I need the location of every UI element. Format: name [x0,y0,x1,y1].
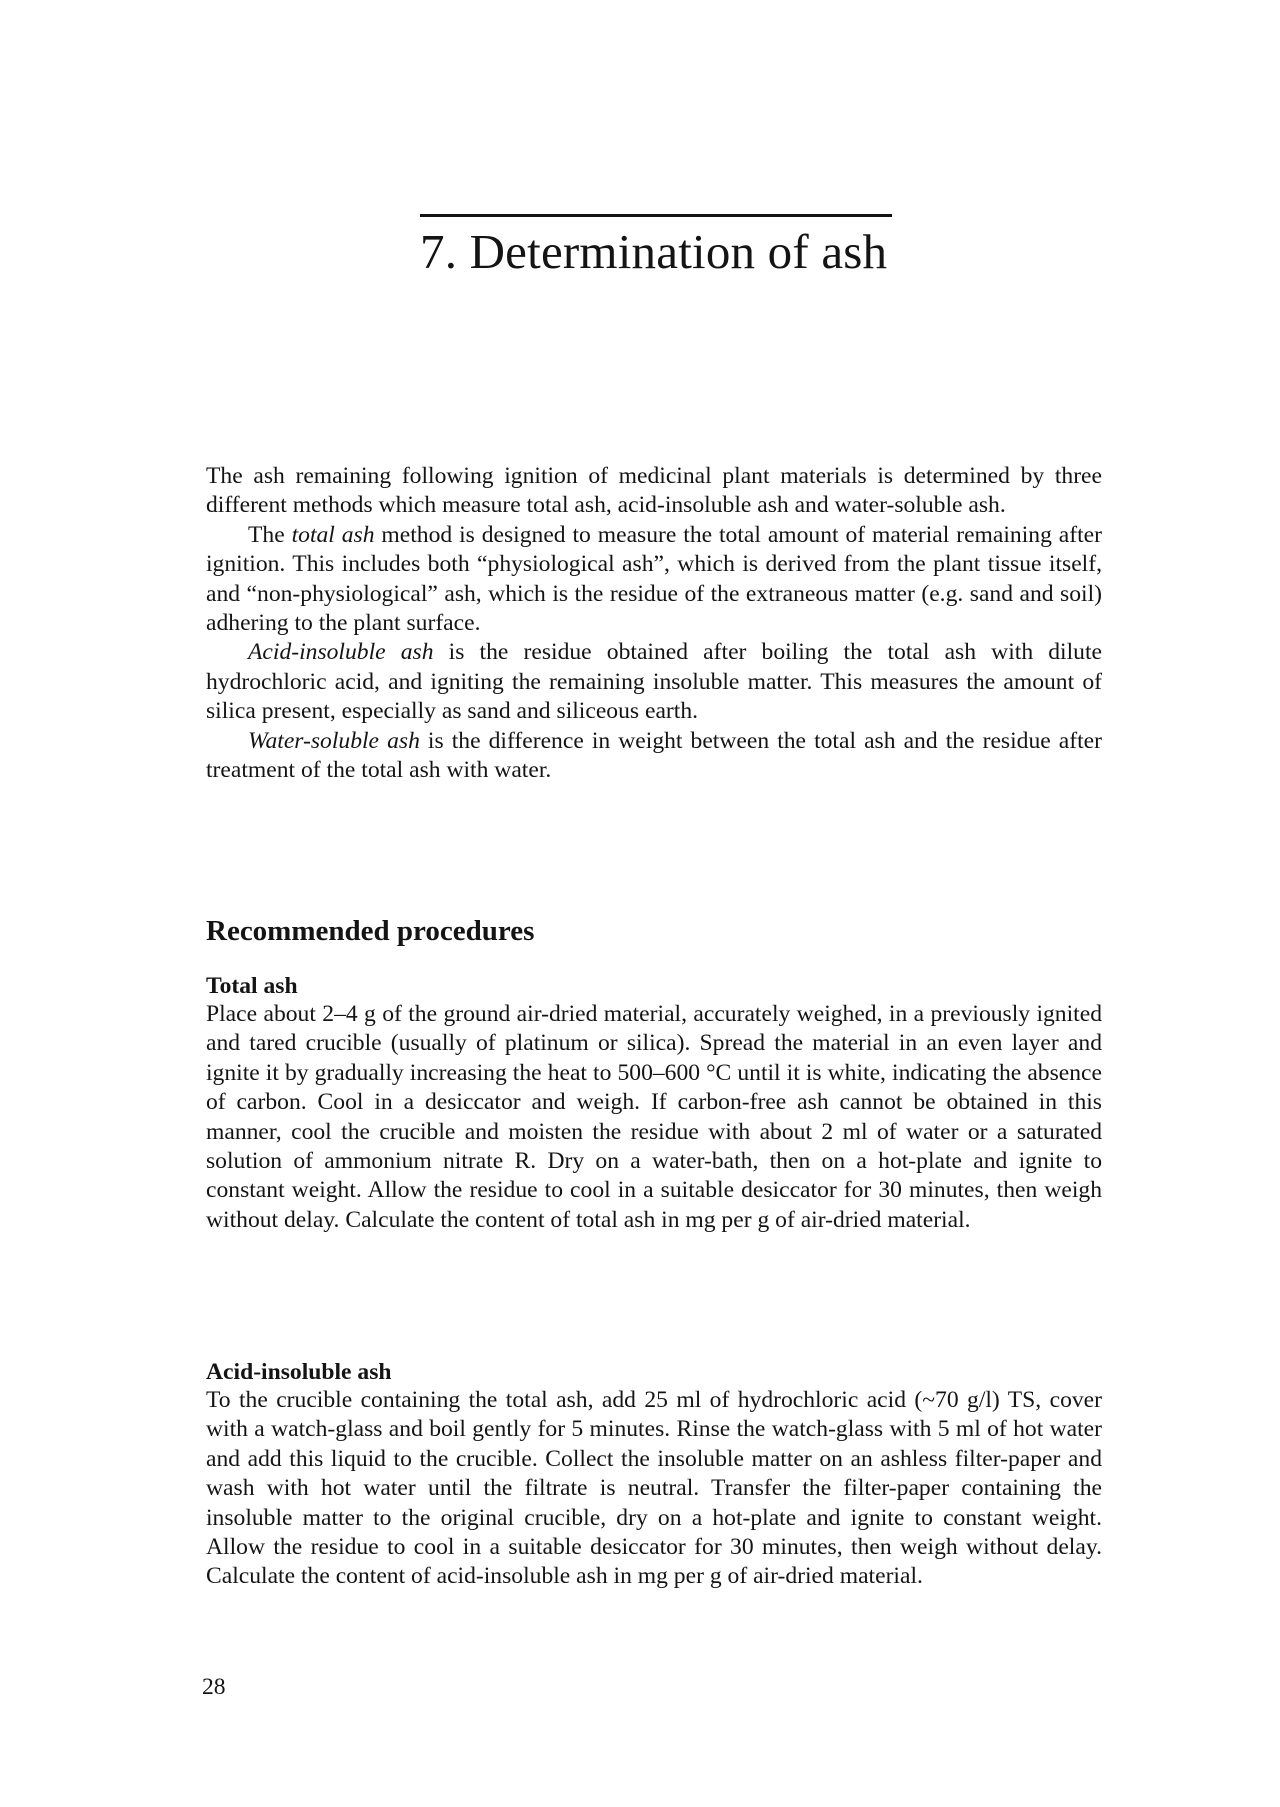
term-total-ash: total ash [291,521,375,548]
paragraph-body: is the residue obtained after boiling the total ash with dilute hydrochloric acid, and igniting the remaining insoluble matter. This measures the amount of silica present, especially as sand and siliceous earth. [206,639,1102,725]
subheading-total-ash: Total ash [206,973,298,999]
intro-paragraph-1: The ash remaining following ignition of medicinal plant materials is determined by three different methods which measure total ash, acid-insoluble ash and water-soluble ash. [206,463,1102,519]
total-ash-procedure [206,1000,1102,1235]
intro-paragraph-total-ash [206,521,1102,639]
term-water-soluble-ash: Water-soluble ash [248,727,420,754]
paragraph-body: method is designed to measure the total amount of material remaining after ignition. This includes both “physiological ash”, which is derived from the plant tissue itself, and “non-physiological” ash, which is the residue of the extraneous matter (e.g. sand and soil) adhering to the plant surface. [206,521,1102,637]
term-acid-insoluble-ash: Acid-insoluble ash [248,639,434,666]
chapter-title: 7. Determination of ash [420,224,888,279]
intro-section [206,462,1102,785]
total-ash-text: Place about 2–4 g of the ground air-dried material, accurately weighed, in a previously ignited and tared crucible (usually of platinum or silica). Spread the material in an even layer and ignite it by gradually increasing the heat to 500–600 °C until it is white, indicating the absence of carbon. Cool in a desiccator and weigh. If carbon-free ash cannot be obtained in this manner, cool the crucible and moisten the residue with about 2 ml of water or a saturated solution of ammonium nitrate R. Dry on a water-bath, then on a hot-plate and ignite to constant weight. Allow the residue to cool in a suitable desiccator for 30 minutes, then weigh without delay. Calculate the content of total ash in mg per g of air-dried material. [206,1001,1102,1233]
page-number: 28 [202,1674,226,1700]
subheading-acid-insoluble-ash: Acid-insoluble ash [206,1359,392,1385]
paragraph-lead: The [248,521,292,548]
intro-paragraph-acid-insoluble [206,638,1102,726]
acid-insoluble-ash-text: To the crucible containing the total ash, add 25 ml of hydrochloric acid (~70 g/l) TS, cover with a watch-glass and boil gently for 5 minutes. Rinse the watch-glass with 5 ml of hot water and add this liquid to the crucible. Collect the insoluble matter on an ashless filter-paper and wash with hot water until the filtrate is neutral. Transfer the filter-paper containing the insoluble matter to the original crucible, dry on a hot-plate and ignite to constant weight. Allow the residue to cool in a suitable desiccator for 30 minutes, then weigh without delay. Calculate the content of acid-insoluble ash in mg per g of air-dried material. [206,1387,1102,1590]
acid-insoluble-ash-procedure [206,1386,1102,1592]
section-heading: Recommended procedures [206,915,535,947]
paragraph-body: is the difference in weight between the total ash and the residue after treatment of the total ash with water. [206,727,1102,784]
intro-paragraph-water-soluble [206,727,1102,786]
title-rule [420,214,892,217]
